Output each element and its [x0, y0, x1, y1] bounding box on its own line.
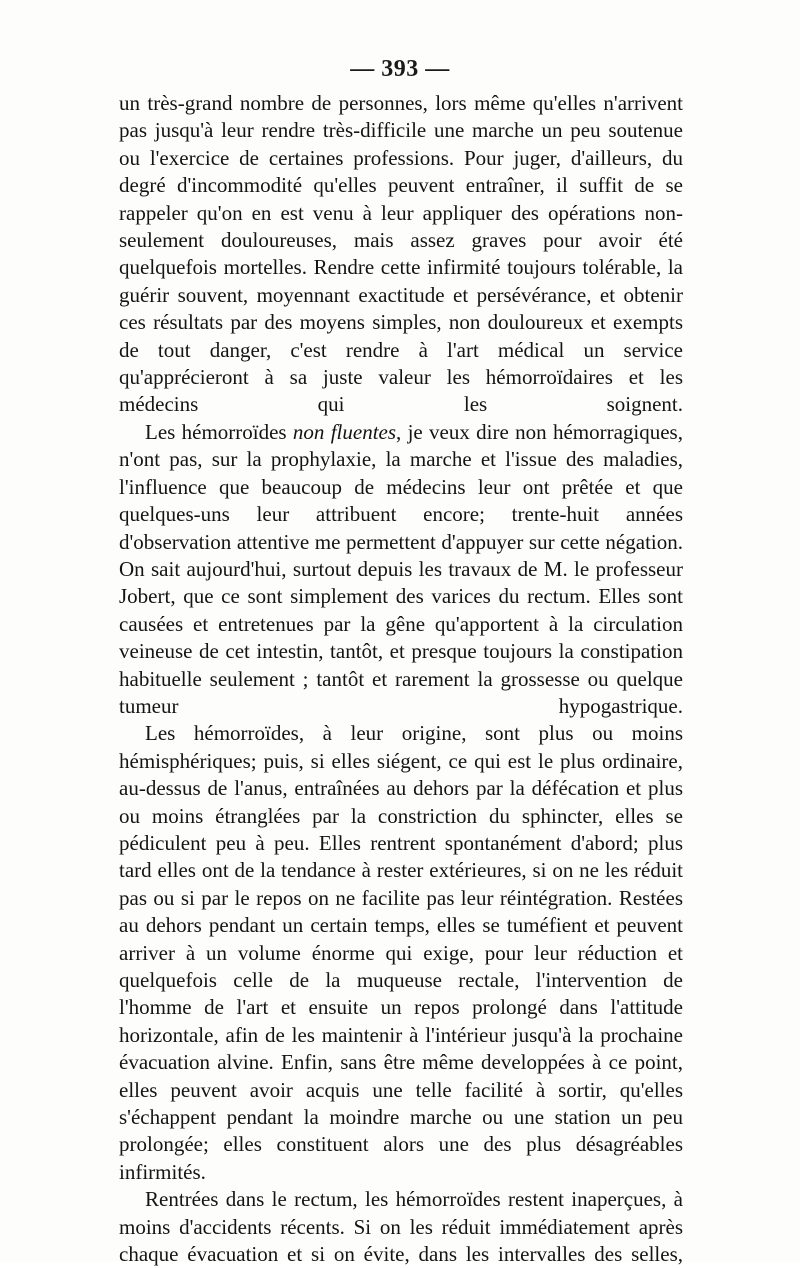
- paragraph-2: [119, 419, 683, 720]
- paragraph-2-start: Les hémorroïdes: [145, 419, 293, 444]
- paragraph-2-emphasis: non fluentes: [292, 419, 397, 444]
- paragraph-2-rest: , je veux dire non hémorragiques, n'ont pas, sur la prophylaxie, la marche et l'issue des maladies, l'influence que beaucoup de médecins leur ont prêtée et que quelques-uns leur attribuent encore; trente-huit années d'observation attentive me permettent d'appuyer sur cette négation. On sait aujourd'hui, surtout depuis les travaux de M. le professeur Jobert, que ce sont simplement des varices du rectum. Elles sont causées et entretenues par la gêne qu'apportent à la circulation veineuse de cet intestin, tantôt, et presque toujours la constipation habituelle seulement ; tantôt et rarement la grossesse ou quelque tumeur hypogastrique.: [119, 419, 683, 718]
- paragraph-1: un très-grand nombre de personnes, lors même qu'elles n'arrivent pas jusqu'à leur rendre très-difficile une marche un peu soutenue ou l'exercice de certaines professions. Pour juger, d'ailleurs, du degré d'incommodité qu'elles peuvent entraîner, il suffit de se rappeler qu'on en est venu à leur appliquer des opérations non-seulement douloureuses, mais assez graves pour avoir été quelquefois mortelles. Rendre cette infirmité toujours tolérable, la guérir souvent, moyennant exactitude et persévérance, et obtenir ces résultats par des moyens simples, non douloureux et exempts de tout danger, c'est rendre à l'art médical un service qu'apprécieront à sa juste valeur les hémorroïdaires et les médecins qui les soignent.: [119, 91, 683, 417]
- body-text: [119, 90, 683, 1268]
- paragraph-3: Les hémorroïdes, à leur origine, sont plus ou moins hémisphériques; puis, si elles siégent, ce qui est le plus ordinaire, au-dessus de l'anus, entraînées au dehors par la défécation et plus ou moins étranglées par la constriction du sphincter, elles se pédiculent peu à peu. Elles rentrent spontanément d'abord; plus tard elles ont de la tendance à rester extérieures, si on ne les réduit pas ou si par le repos on ne facilite pas leur réintégration. Restées au dehors pendant un certain temps, elles se tuméfient et peuvent arriver à un volume énorme qui exige, pour leur réduction et quelquefois celle de la muqueuse rectale, l'intervention de l'homme de l'art et ensuite un repos prolongé dans l'attitude horizontale, afin de les maintenir à l'intérieur jusqu'à la prochaine évacuation alvine. Enfin, sans être même developpées à ce point, elles peuvent avoir acquis une telle facilité à sortir, qu'elles s'échappent pendant la moindre marche ou une station un peu prolongée; elles constituent alors une des plus désagréables infirmités.: [119, 721, 683, 1184]
- page-number: — 393 —: [350, 56, 450, 82]
- paragraph-4: Rentrées dans le rectum, les hémorroïdes restent inaperçues, à moins d'accidents récents. Si on les réduit immédiatement après chaque évacuation et si on évite, dans les intervalles des selles,: [119, 1187, 683, 1267]
